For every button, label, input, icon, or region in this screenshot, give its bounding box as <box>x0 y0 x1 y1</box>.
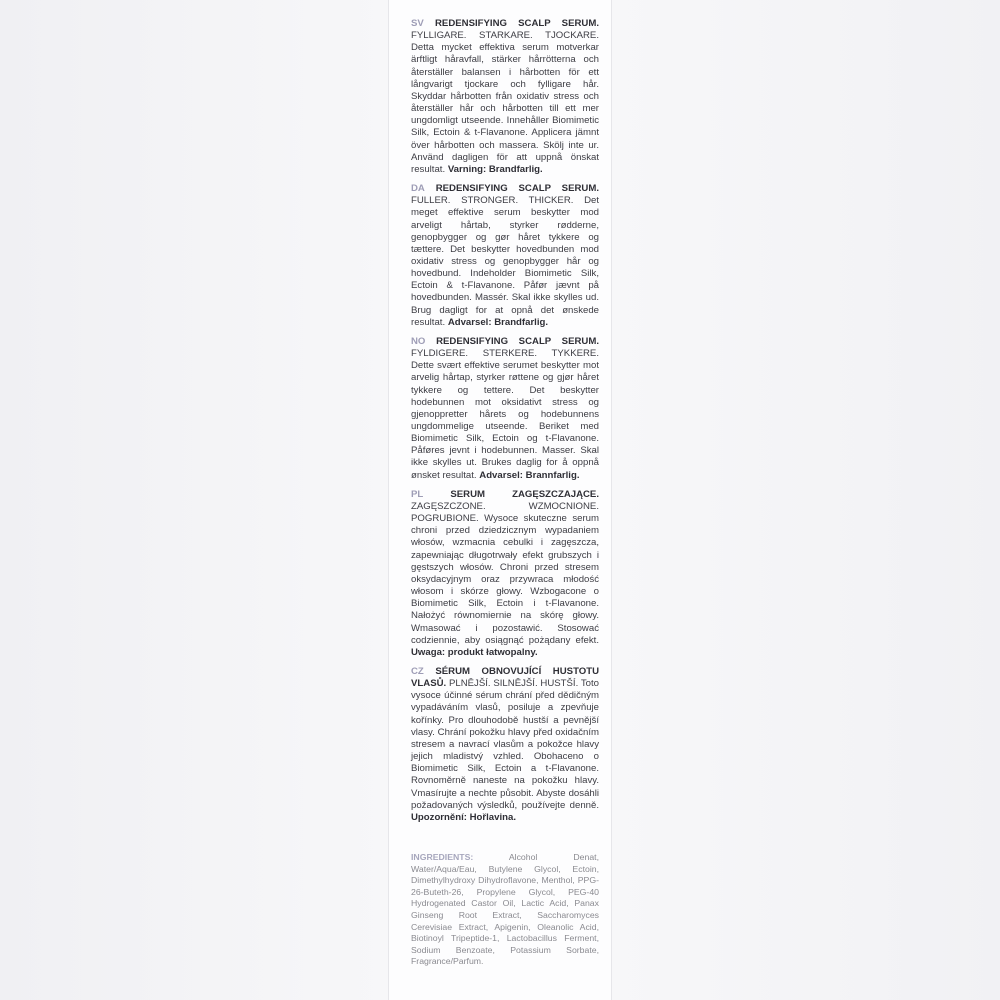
section-warning: Uwaga: produkt łatwopalny. <box>411 646 538 658</box>
section-no <box>411 336 599 482</box>
section-cz <box>411 666 599 824</box>
section-title: REDENSIFYING SCALP SERUM. <box>435 18 599 29</box>
label-text-column <box>411 18 599 968</box>
section-body: ZAGĘSZCZONE. WZMOCNIONE. POGRUBIONE. Wysoce skuteczne serum chroni przed dziedzicznym wypadaniem włosów, wzmacnia cebulki i zagęszcza, zapewniając długotrwały efekt grubszych i gęstszych włosów. Chroni przed stresem oksydacyjnym oraz przywraca młodość włosom i skórze głowy. Wzbogacone o Biomimetic Silk, Ectoin i t-Flavanone. Nałożyć równomiernie na skórę głowy. Wmasować i pozostawić. Stosować codziennie, aby osiągnąć pożądany efekt. <box>411 500 599 646</box>
ingredients-text: Alcohol Denat, Water/Aqua/Eau, Butylene Glycol, Ectoin, Dimethylhydroxy Dihydroflavone, Menthol, PPG-26-Buteth-26, Propylene Glycol, PEG-40 Hydrogenated Castor Oil, Lactic Acid, Panax Ginseng Root Extract, Saccharomyces Cerevisiae Extract, Apigenin, Oleanolic Acid, Biotinoyl Tripeptide-1, Lactobacillus Ferment, Sodium Benzoate, Potassium Sorbate, Fragrance/Parfum. <box>411 852 599 967</box>
section-title: REDENSIFYING SCALP SERUM. <box>436 335 599 347</box>
section-warning: Advarsel: Brannfarlig. <box>479 469 580 481</box>
language-code: NO <box>411 335 426 347</box>
section-pl <box>411 489 599 659</box>
section-warning: Advarsel: Brandfarlig. <box>447 316 549 328</box>
section-body: FULLER. STRONGER. THICKER. Det meget effektive serum beskytter mod arveligt hårtab, styrker rødderne, genopbygger og gør håret tykkere og tættere. Det beskytter hovedbunden mod oxidativ stress og genopbygger hår og hovedbund. Indeholder Biomimetic Silk, Ectoin & t-Flavanone. Påfør jævnt på hovedbunden. Massér. Skal ikke skylles ud. Brug dagligt for at opnå det ønskede resultat. <box>411 195 599 328</box>
section-body: PLNĚJŠÍ. SILNĚJŠÍ. HUSTŠÍ. Toto vysoce účinné sérum chrání před dědičným vypadáváním vlasů, posiluje a zpevňuje kořínky. Pro dlouhodobě hustší a pevnější vlasy. Chrání pokožku hlavy před oxidačním stresem a navrací vlasům a pokožce hlavy jejich mladistvý vzhled. Obohaceno o Biomimetic Silk, Ectoin a t-Flavanone. Rovnoměrně naneste na pokožku hlavy. Vmasírujte a nechte působit. Abyste dosáhli požadovaných výsledků, používejte denně. <box>411 678 599 811</box>
spacer <box>411 831 599 852</box>
ingredients-label: INGREDIENTS: <box>411 852 474 862</box>
language-code: CZ <box>411 665 424 677</box>
background-right <box>612 0 1000 1000</box>
background-left <box>0 0 388 1000</box>
section-title: REDENSIFYING SCALP SERUM. <box>435 183 599 195</box>
section-warning: Upozornění: Hořlavina. <box>411 811 517 823</box>
section-title: SERUM ZAGĘSZCZAJĄCE. <box>450 488 599 500</box>
section-title: SÉRUM OBNOVUJÍCÍ HUSTOTU VLASŮ. <box>411 665 600 690</box>
section-da <box>411 183 599 329</box>
language-code: SV <box>411 18 424 29</box>
section-body: FYLLIGARE. STARKARE. TJOCKARE. Detta mycket effektiva serum motverkar ärftligt håravfall, stärker hårrötterna och återställer balansen i hårbotten för ett långvarigt tjockare och fylligare hår. Skyddar hårbotten från oxidativ stress och återställer hår och hårbotten till ett mer ungdomligt utseende. Innehåller Biomimetic Silk, Ectoin & t-Flavanone. Applicera jämnt över hårbotten och massera. Skölj inte ur. Använd dagligen för att uppnå önskat resultat. <box>411 30 599 175</box>
language-code: PL <box>411 488 424 500</box>
section-body: FYLDIGERE. STERKERE. TYKKERE. Dette svært effektive serumet beskytter mot arvelig hårtap, styrker røttene og gjør håret tykkere og tettere. Det beskytter hodebunnen mot oksidativt stress og gjenoppretter hårets og hodebunnens ungdommelige utseende. Beriket med Biomimetic Silk, Ectoin og t-Flavanone. Påføres jevnt i hodebunnen. Masser. Skal ikke skylles ut. Brukes daglig for å oppnå ønsket resultat. <box>411 348 599 481</box>
ingredients-list <box>411 852 599 968</box>
section-sv <box>411 18 599 176</box>
language-code: DA <box>411 183 425 195</box>
section-warning: Varning: Brandfarlig. <box>447 163 543 175</box>
